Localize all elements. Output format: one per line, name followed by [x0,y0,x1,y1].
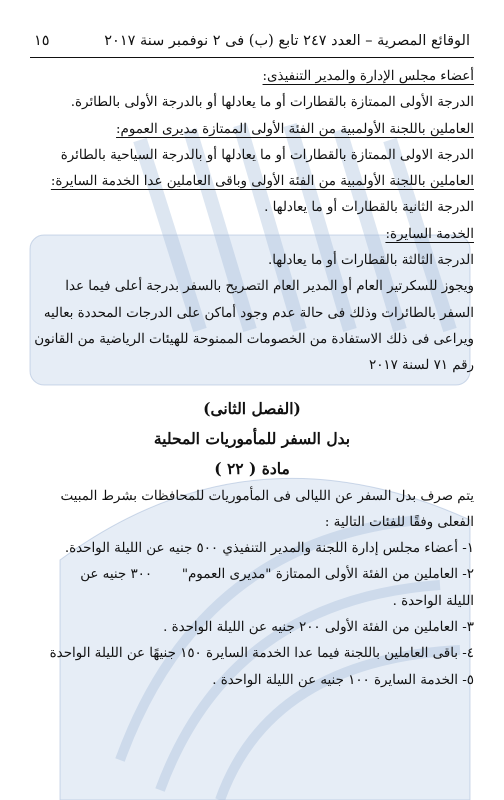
section-heading: العاملين باللجنة الأولمبية من الفئة الأولى الممتازة مديرى العموم: [116,121,474,137]
header-title: الوقائع المصرية – العدد ٢٤٧ تابع (ب) فى ٢ نوفمبر سنة ٢٠١٧ [104,33,470,49]
body-line: الدرجة الثالثة بالقطارات أو ما يعادلها. [267,253,474,269]
page-header [34,30,470,52]
body-line: رقم ٧١ لسنة ٢٠١٧ [369,358,474,374]
body-line: الدرجة الاولى الممتازة بالقطارات أو ما يعادلها أو بالدرجة السياحية بالطائرة [60,147,474,163]
section-heading: أعضاء مجلس الإدارة والمدير التنفيذى: [262,69,474,84]
chapter-title: (الفصل الثانى) [203,398,301,418]
body-line: الدرجة الأولى الممتازة بالقطارات أو ما يعادلها أو بالدرجة الأولى بالطائرة. [70,95,474,111]
article-line: يتم صرف بدل السفر عن الليالى فى المأموريات للمحافظات بشرط المبيت [60,488,474,504]
body-line: الدرجة الثانية بالقطارات أو ما يعادلها . [264,200,474,216]
list-item: ٢- العاملين من الفئة الأولى الممتازة "مديرى العموم" ٣٠٠ جنيه عن [80,567,474,583]
page-number: ١٥ [34,33,50,49]
list-item: ٥- الخدمة السايرة ١٠٠ جنيه عن الليلة الواحدة . [212,672,474,688]
list-item-continuation: الليلة الواحدة . [392,593,474,609]
article-line: الفعلى وفقًا للفئات التالية : [324,514,474,530]
chapter-subtitle: بدل السفر للمأموريات المحلية [153,428,351,448]
list-item: ٣- العاملين من الفئة الأولى ٢٠٠ جنيه عن الليلة الواحدة . [163,620,474,636]
list-item: ٤- باقى العاملين باللجنة فيما عدا الخدمة السايرة ١٥٠ جنيهًا عن الليلة الواحدة [49,646,474,662]
body-line: ويراعى فى ذلك الاستفادة من الخصومات الممنوحة للهيئات الرياضية من القانون [34,331,474,347]
article-title: مادة ( ٢٢ ) [214,458,290,478]
document-body [30,64,474,694]
section-heading: العاملين باللجنة الأولمبية من الفئة الأولى وباقى العاملين عدا الخدمة السايرة: [50,174,474,190]
section-heading: الخدمة السايرة: [385,226,474,242]
body-line: السفر بالطائرات وذلك فى حالة عدم وجود أماكن على الدرجات المحددة بعاليه [43,305,474,321]
header-rule [30,57,474,58]
list-item: ١- أعضاء مجلس إدارة اللجنة والمدير التنفيذي ٥٠٠ جنيه عن الليلة الواحدة. [64,541,474,557]
body-line: ويجوز للسكرتير العام أو المدير العام التصريح بالسفر بدرجة أعلى فيما عدا [65,279,474,295]
